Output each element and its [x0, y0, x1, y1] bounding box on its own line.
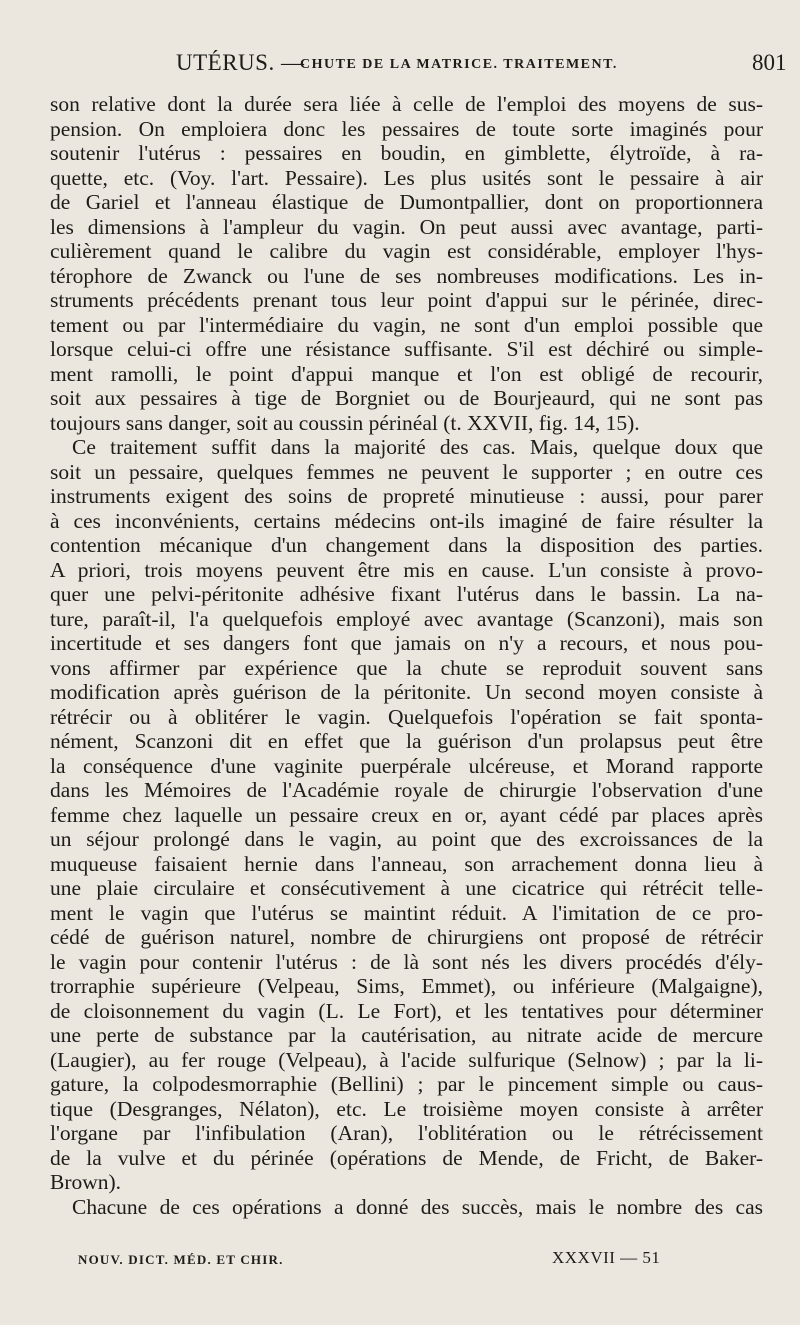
text-line: toujours sans danger, soit au coussin périnéal (t. XXVII, fig. 14, 15). [50, 410, 640, 435]
text-line: soit un pessaire, quelques femmes ne peuvent le supporter ; en outre ces [50, 459, 763, 484]
text-line: les dimensions à l'ampleur du vagin. On peut aussi avec avantage, parti- [50, 214, 763, 239]
text-line: muqueuse faisaient hernie dans l'anneau, son arrachement donna lieu à [50, 851, 763, 876]
text-line: une plaie circulaire et consécutivement à une cicatrice qui rétrécit telle- [50, 876, 763, 900]
text-line: femme chez laquelle un pessaire creux en or, ayant cédé par places après [50, 802, 763, 827]
text-line: une perte de substance par la cautérisation, au nitrate acide de mercure [50, 1023, 763, 1047]
running-header [0, 48, 800, 88]
text-line: vons affirmer par expérience que la chute se reproduit souvent sans [50, 655, 763, 680]
text-line: nément, Scanzoni dit en effet que la guérison d'un prolapsus peut être [50, 729, 763, 753]
text-line: struments précédents prenant tous leur point d'appui sur le périnée, direc- [50, 288, 763, 312]
text-line: tement ou par l'intermédiaire du vagin, ne sont d'un emploi possible que [50, 312, 763, 337]
text-line: ment ramolli, le point d'appui manque et l'on est obligé de recourir, [50, 361, 763, 386]
text-line: modification après guérison de la péritonite. Un second moyen consiste à [50, 680, 763, 704]
text-line: quer une pelvi-péritonite adhésive fixant l'utérus dans le bassin. La na- [50, 582, 763, 606]
text-line: trorraphie supérieure (Velpeau, Sims, Emmet), ou inférieure (Malgaigne), [50, 974, 763, 998]
text-line: soit aux pessaires à tige de Borgniet ou de Bourjeaurd, qui ne sont pas [50, 386, 763, 410]
text-line: son relative dont la durée sera liée à celle de l'emploi des moyens de sus- [50, 92, 763, 116]
text-line: (Laugier), au fer rouge (Velpeau), à l'acide sulfurique (Selnow) ; par la li- [50, 1047, 763, 1072]
text-line: la conséquence d'une vaginite puerpérale ulcéreuse, et Morand rapporte [50, 753, 763, 778]
text-line: pension. On emploiera donc les pessaires de toute sorte imaginés pour [50, 116, 763, 141]
text-line: Chacune de ces opérations a donné des succès, mais le nombre des cas [72, 1194, 763, 1219]
page-number: 801 [752, 50, 787, 75]
header-title-left: UTÉRUS. — [176, 50, 305, 75]
text-line: un séjour prolongé dans le vagin, au point que des excroissances de la [50, 827, 763, 851]
text-line: instruments exigent des soins de propreté minutieuse : aussi, pour parer [50, 484, 763, 508]
text-line: le vagin pour contenir l'utérus : de là sont nés les divers procédés d'ély- [50, 949, 763, 974]
text-line: incertitude et ses dangers font que jamais on n'y a recours, et nous pou- [50, 631, 763, 655]
text-line: de Gariel et l'anneau élastique de Dumontpallier, dont on proportionnera [50, 190, 763, 214]
text-line: gature, la colpodesmorraphie (Bellini) ; par le pincement simple ou caus- [50, 1072, 763, 1096]
text-line: cédé de guérison naturel, nombre de chirurgiens ont proposé de rétrécir [50, 925, 763, 949]
text-line: Ce traitement suffit dans la majorité des cas. Mais, quelque doux que [72, 435, 763, 459]
text-line: contention mécanique d'un changement dans la disposition des parties. [50, 533, 763, 557]
body-text [50, 92, 763, 1219]
footer-signature: NOUV. DICT. MÉD. ET CHIR. [78, 1252, 284, 1267]
text-line: ment le vagin que l'utérus se maintint réduit. A l'imitation de ce pro- [50, 900, 763, 925]
text-line: de la vulve et du périnée (opérations de Mende, de Fricht, de Baker- [50, 1145, 763, 1170]
text-line: A priori, trois moyens peuvent être mis en cause. L'un consiste à provo- [50, 557, 763, 582]
footer-volume: XXXVII — 51 [552, 1248, 661, 1267]
text-line: quette, etc. (Voy. l'art. Pessaire). Les plus usités sont le pessaire à air [50, 165, 763, 190]
header-title-right: CHUTE DE LA MATRICE. TRAITEMENT. [300, 57, 618, 72]
text-line: térophore de Zwanck ou l'une de ses nombreuses modifications. Les in- [50, 263, 763, 288]
text-line: soutenir l'utérus : pessaires en boudin, en gimblette, élytroïde, à ra- [50, 141, 763, 165]
text-line: l'organe par l'infibulation (Aran), l'oblitération ou le rétrécissement [50, 1121, 763, 1145]
text-line: de cloisonnement du vagin (L. Le Fort), et les tentatives pour déterminer [50, 998, 763, 1023]
text-line: dans les Mémoires de l'Académie royale de chirurgie l'observation d'une [50, 778, 763, 802]
text-line: ture, paraît-il, l'a quelquefois employé avec avantage (Scanzoni), mais son [50, 606, 763, 631]
text-line: à ces inconvénients, certains médecins ont-ils imaginé de faire résulter la [50, 508, 763, 533]
text-line: tique (Desgranges, Nélaton), etc. Le troisième moyen consiste à arrêter [50, 1096, 763, 1121]
text-line: lorsque celui-ci offre une résistance suffisante. S'il est déchiré ou simple- [50, 337, 763, 361]
text-line: rétrécir ou à oblitérer le vagin. Quelquefois l'opération se fait sponta- [50, 704, 763, 729]
text-line: culièrement quand le calibre du vagin est considérable, employer l'hys- [50, 239, 763, 263]
text-line: Brown). [50, 1170, 122, 1194]
page-footer [0, 1248, 800, 1278]
